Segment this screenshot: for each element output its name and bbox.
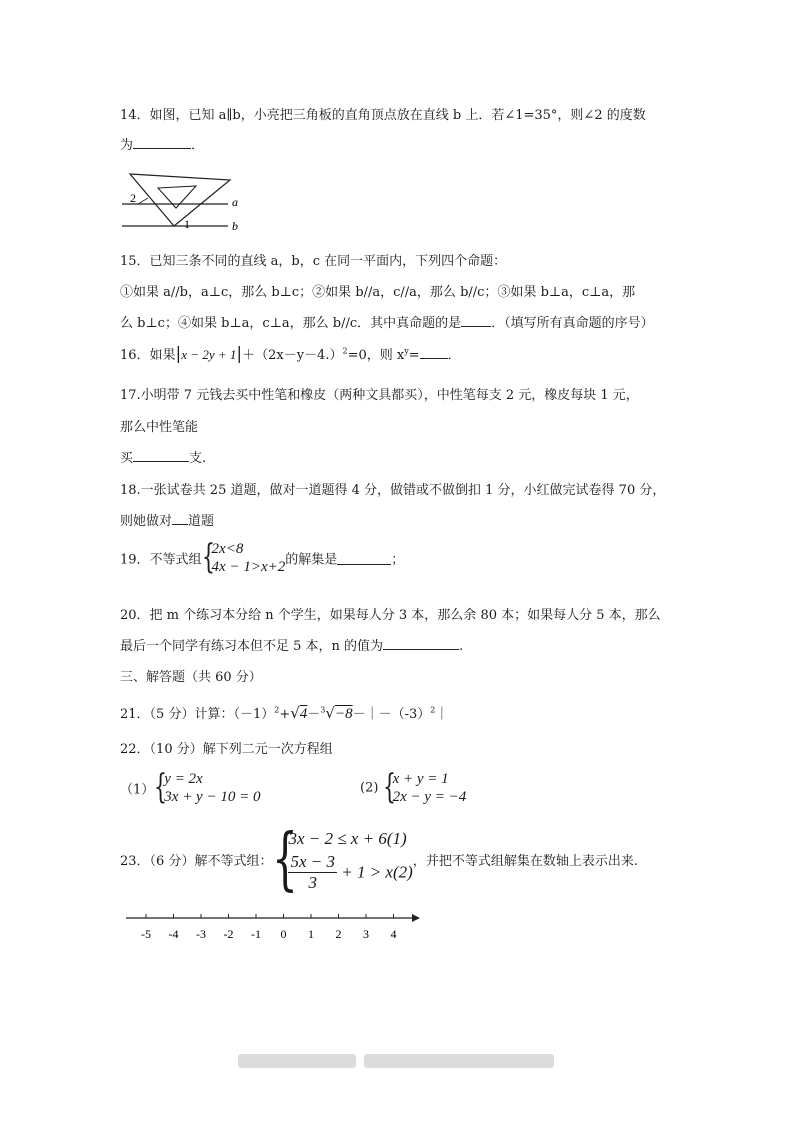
number-line-tick-label: 3 — [363, 927, 369, 941]
q16-mid: ＋（2x－y－4.） — [242, 348, 343, 363]
q22-p2-label: (2) — [360, 780, 379, 796]
footer-watermark-right — [364, 1054, 554, 1068]
q23-row2 — [288, 852, 412, 893]
q22-p1-row2: 3x + y − 10 = 0 — [164, 789, 261, 805]
q15-line1: 15．已知三条不同的直线 a，b，c 在同一平面内，下列四个命题： — [120, 254, 507, 269]
q19-line — [120, 537, 405, 577]
q16-post: =0，则 x — [347, 348, 405, 363]
q19-row1: 2x<8 — [211, 541, 244, 557]
q21-exp2: 2 — [430, 705, 436, 715]
q14-suffix: ． — [191, 138, 205, 153]
q23-comma: ， — [412, 854, 426, 869]
q22-system-2: { x + y = 1 2x − y = −4 — [382, 767, 467, 807]
q16-abs-expression: x − 2y + 1 — [181, 347, 237, 362]
q17-prefix: 买 — [120, 451, 134, 466]
q20-suffix: . — [459, 639, 464, 654]
q21-line — [120, 703, 448, 723]
number-line-tick-label: 0 — [280, 927, 287, 941]
q22-p2-row2: 2x − y = −4 — [392, 789, 467, 805]
number-line-tick-label: -5 — [141, 927, 151, 941]
q22-system-1: { y = 2x 3x + y − 10 = 0 — [154, 767, 261, 807]
q18-suffix: 道题 — [188, 514, 215, 529]
angle-1-label: 1 — [184, 217, 190, 231]
q18-prefix: 则她做对 — [120, 514, 173, 529]
q16-equals: = — [408, 348, 420, 363]
q21-cube-index: 3 — [320, 705, 326, 715]
q23-row1: 3x − 2 ≤ x + 6(1) — [288, 829, 407, 848]
number-line-tick-label: -4 — [168, 927, 179, 941]
number-line-tick-label: -1 — [251, 927, 261, 941]
q21-sqrt-sign: √ — [290, 704, 300, 722]
q15-answer-blank[interactable] — [461, 314, 491, 327]
q19-prefix: 19．不等式组 — [120, 552, 202, 568]
q16-line: 16．如果$|x - 2y + 1|+(2x-y-4.)^2=0$，则 $x^y=$ ． — [120, 344, 461, 364]
number-line-tick-label: 2 — [335, 927, 342, 941]
q21-tail: －｜－（-3） — [352, 707, 431, 722]
q21-cbrt-arg: −8 — [334, 706, 353, 722]
q14-line1: 14．如图，已知 a∥b，小亮把三角板的直角顶点放在直线 b 上．若∠1=35°，则∠2 的度数 — [120, 108, 646, 123]
q17-answer-blank[interactable] — [133, 449, 189, 462]
q16-exponent: 2 — [342, 346, 348, 356]
q15-line2: ①如果 a//b，a⊥c，那么 b⊥c；②如果 b//a，c//a，那么 b//c；③如果 b⊥a，c⊥a，那 — [120, 285, 636, 300]
q23-prefix: 23．（6 分）解不等式组： — [120, 854, 273, 869]
q20-answer-blank[interactable] — [383, 637, 459, 650]
q16-end: ． — [447, 348, 461, 363]
q22-title: 22．（10 分）解下列二元一次方程组 — [120, 742, 333, 757]
q17-suffix: 支. — [189, 451, 207, 466]
number-line — [120, 908, 420, 948]
q21-minus: － — [307, 707, 321, 722]
q19-end: ； — [391, 552, 405, 568]
q21-bar: ｜ — [435, 707, 449, 722]
q17-line1: 17.小明带 7 元钱去买中性笔和橡皮（两种文具都买），中性笔每支 2 元，橡皮每块 1 元， — [120, 388, 639, 403]
number-line-tick-label: -3 — [196, 927, 206, 941]
number-line-arrow-icon — [412, 914, 420, 922]
q22-p1-row1: y = 2x — [164, 771, 203, 787]
q14-figure — [120, 160, 260, 240]
q23-line — [120, 820, 638, 899]
section3-heading: 三、解答题（共 60 分） — [120, 670, 262, 685]
q14-prefix: 为 — [120, 138, 134, 153]
number-line-tick-label: 1 — [308, 927, 314, 941]
q16-answer-blank[interactable] — [420, 346, 448, 359]
q18-line2 — [120, 510, 214, 529]
q21-cbrt-sign: √ — [325, 704, 335, 722]
q23-post: 并把不等式组解集在数轴上表示出来. — [425, 854, 638, 869]
angle-2-label: 2 — [130, 191, 136, 205]
number-line-tick-label: -2 — [223, 927, 234, 941]
footer-watermark-left — [238, 1054, 356, 1068]
q21-plus: + — [279, 707, 291, 722]
q21-exp: 2 — [274, 705, 280, 715]
q14-line2 — [120, 134, 204, 153]
q22-p2-row1: x + y = 1 — [392, 771, 449, 787]
q20-line1: 20．把 m 个练习本分给 n 个学生，如果每人分 3 本，那么余 80 本；如果每人分 5 本，那么 — [120, 608, 661, 623]
q14-answer-blank[interactable] — [133, 136, 191, 149]
q19-answer-blank[interactable] — [337, 552, 391, 565]
q16-exponent-y: y — [404, 346, 409, 356]
q23-frac-num: 5x − 3 — [290, 852, 335, 871]
q20-line2 — [120, 635, 463, 654]
q22-part1 — [120, 767, 261, 807]
q18-line1: 18.一张试卷共 25 道题，做对一道题得 4 分，做错或不做倒扣 1 分，小红做完试卷得 70 分， — [120, 483, 666, 498]
q19-post: 的解集是 — [285, 552, 338, 568]
q17-line3 — [120, 447, 206, 466]
label-b: b — [232, 219, 238, 233]
q16-prefix: 16．如果 — [120, 348, 176, 363]
q23-frac-den: 3 — [308, 873, 317, 892]
q15-prefix: 么 b⊥c；④如果 b⊥a，c⊥a，那么 b//c．其中真命题的是 — [120, 316, 462, 331]
triangle-ruler-inner — [158, 186, 196, 208]
label-a: a — [232, 195, 238, 209]
q21-prefix: 21．（5 分）计算：（－1） — [120, 707, 275, 722]
q19-system: { 2x<8 4x − 1>x+2 — [201, 537, 286, 577]
q15-line3 — [120, 312, 654, 331]
q18-answer-blank[interactable] — [172, 512, 188, 525]
q21-sqrt-arg: 4 — [299, 706, 308, 722]
q19-row2: 4x − 1>x+2 — [211, 559, 286, 575]
q22-p1-label: （1） — [120, 782, 155, 798]
number-line-tick-label: 4 — [390, 927, 397, 941]
q23-system: { 3x − 2 ≤ x + 6(1) $\frac{5x - 3}{3}$ + 1 > x(2) — [272, 820, 413, 899]
q20-prefix: 最后一个同学有练习本但不足 5 本，n 的值为 — [120, 639, 384, 654]
q15-suffix: ．（填写所有真命题的序号） — [491, 316, 654, 331]
q23-row2-tail: + 1 > x(2) — [341, 862, 413, 882]
q17-line2: 那么中性笔能 — [120, 420, 199, 435]
q22-part2 — [360, 767, 467, 807]
